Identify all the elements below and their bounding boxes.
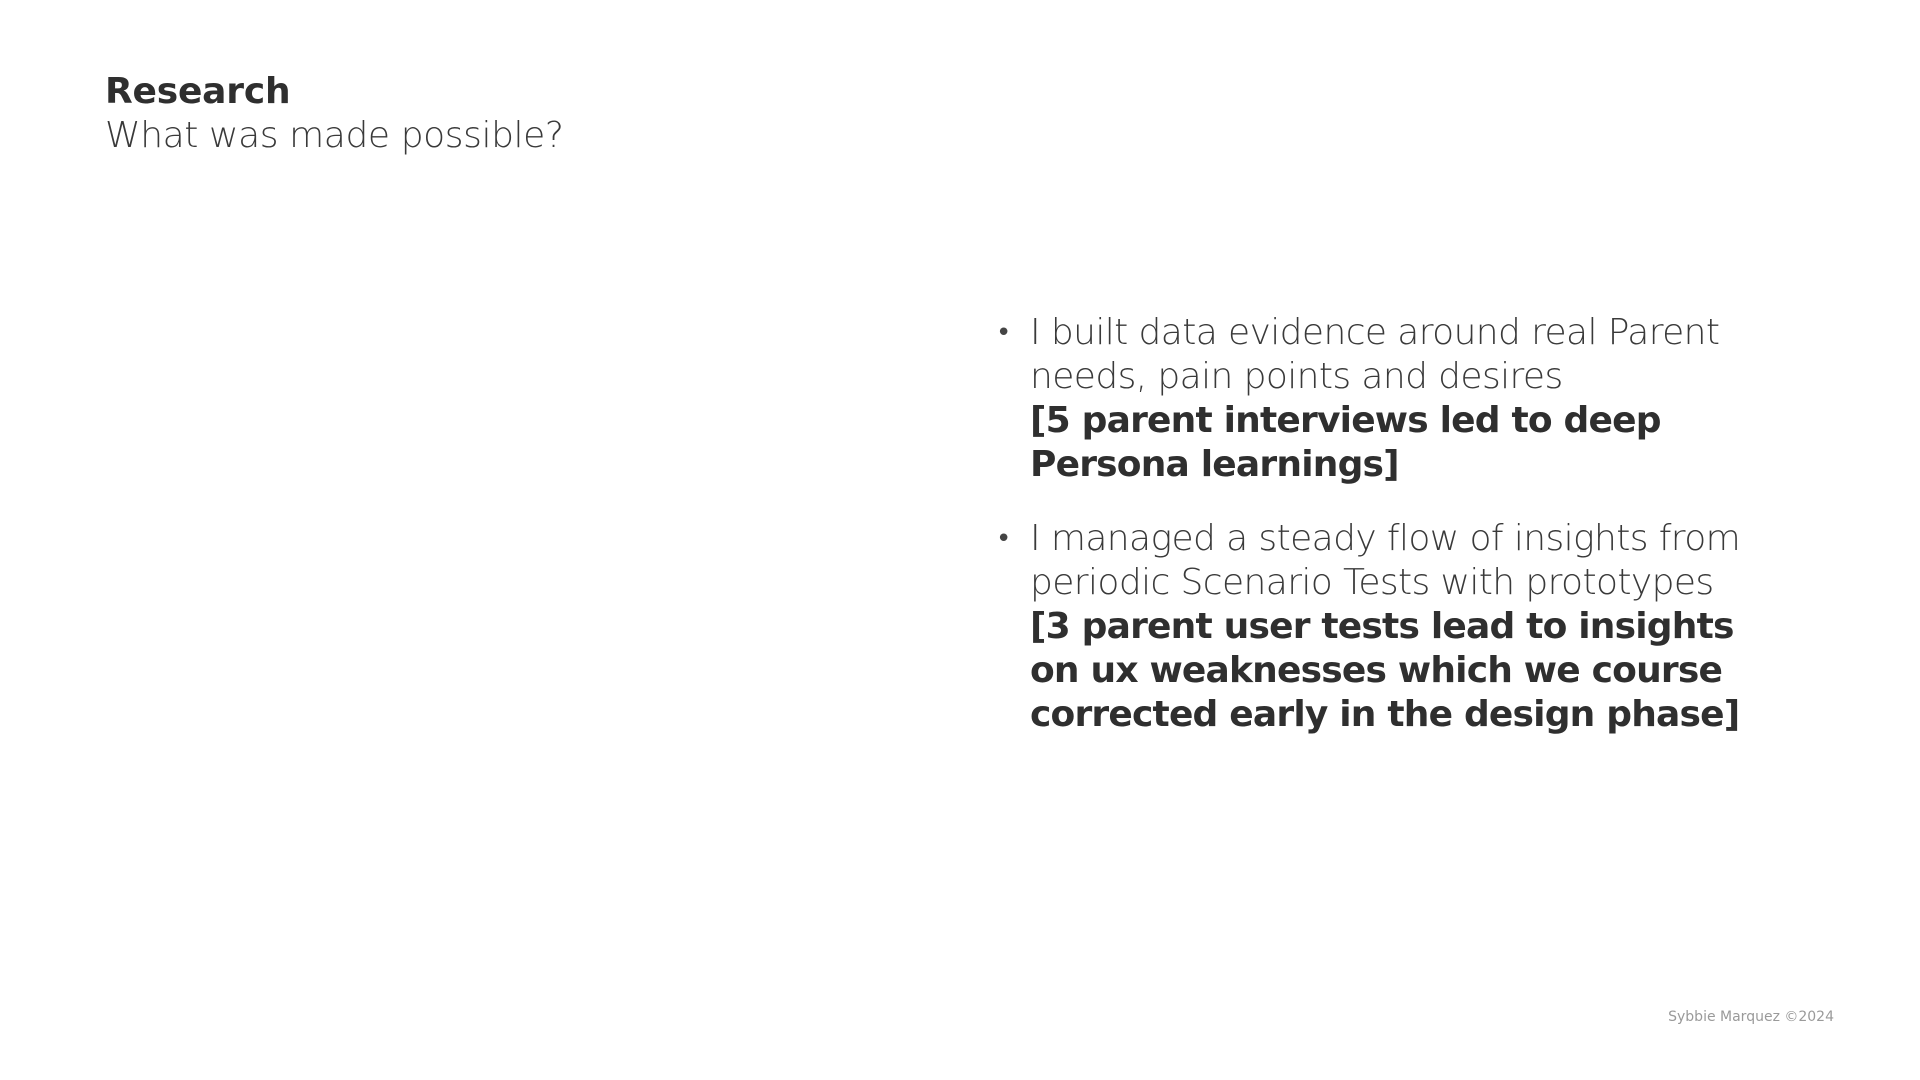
bullet-icon: •: [996, 524, 1012, 554]
slide-title: Research: [105, 71, 291, 112]
bullet-text: I built data evidence around real Parent needs, pain points and desires: [1030, 312, 1720, 397]
bullet-emphasis: [5 parent interviews led to deep Persona learnings]: [1030, 400, 1661, 485]
footer-credit: Sybbie Marquez ©2024: [1668, 1009, 1834, 1025]
bullet-icon: •: [996, 318, 1012, 348]
bullet-emphasis: [3 parent user tests lead to insights on ux weaknesses which we course corrected early in the design phase]: [1030, 606, 1740, 735]
slide-subtitle: What was made possible?: [105, 115, 564, 156]
bullet-list: [996, 311, 1776, 767]
list-item: [996, 311, 1776, 487]
list-item: [996, 517, 1776, 737]
bullet-text: I managed a steady flow of insights from periodic Scenario Tests with prototypes: [1030, 518, 1741, 603]
slide-heading: [105, 70, 1005, 158]
